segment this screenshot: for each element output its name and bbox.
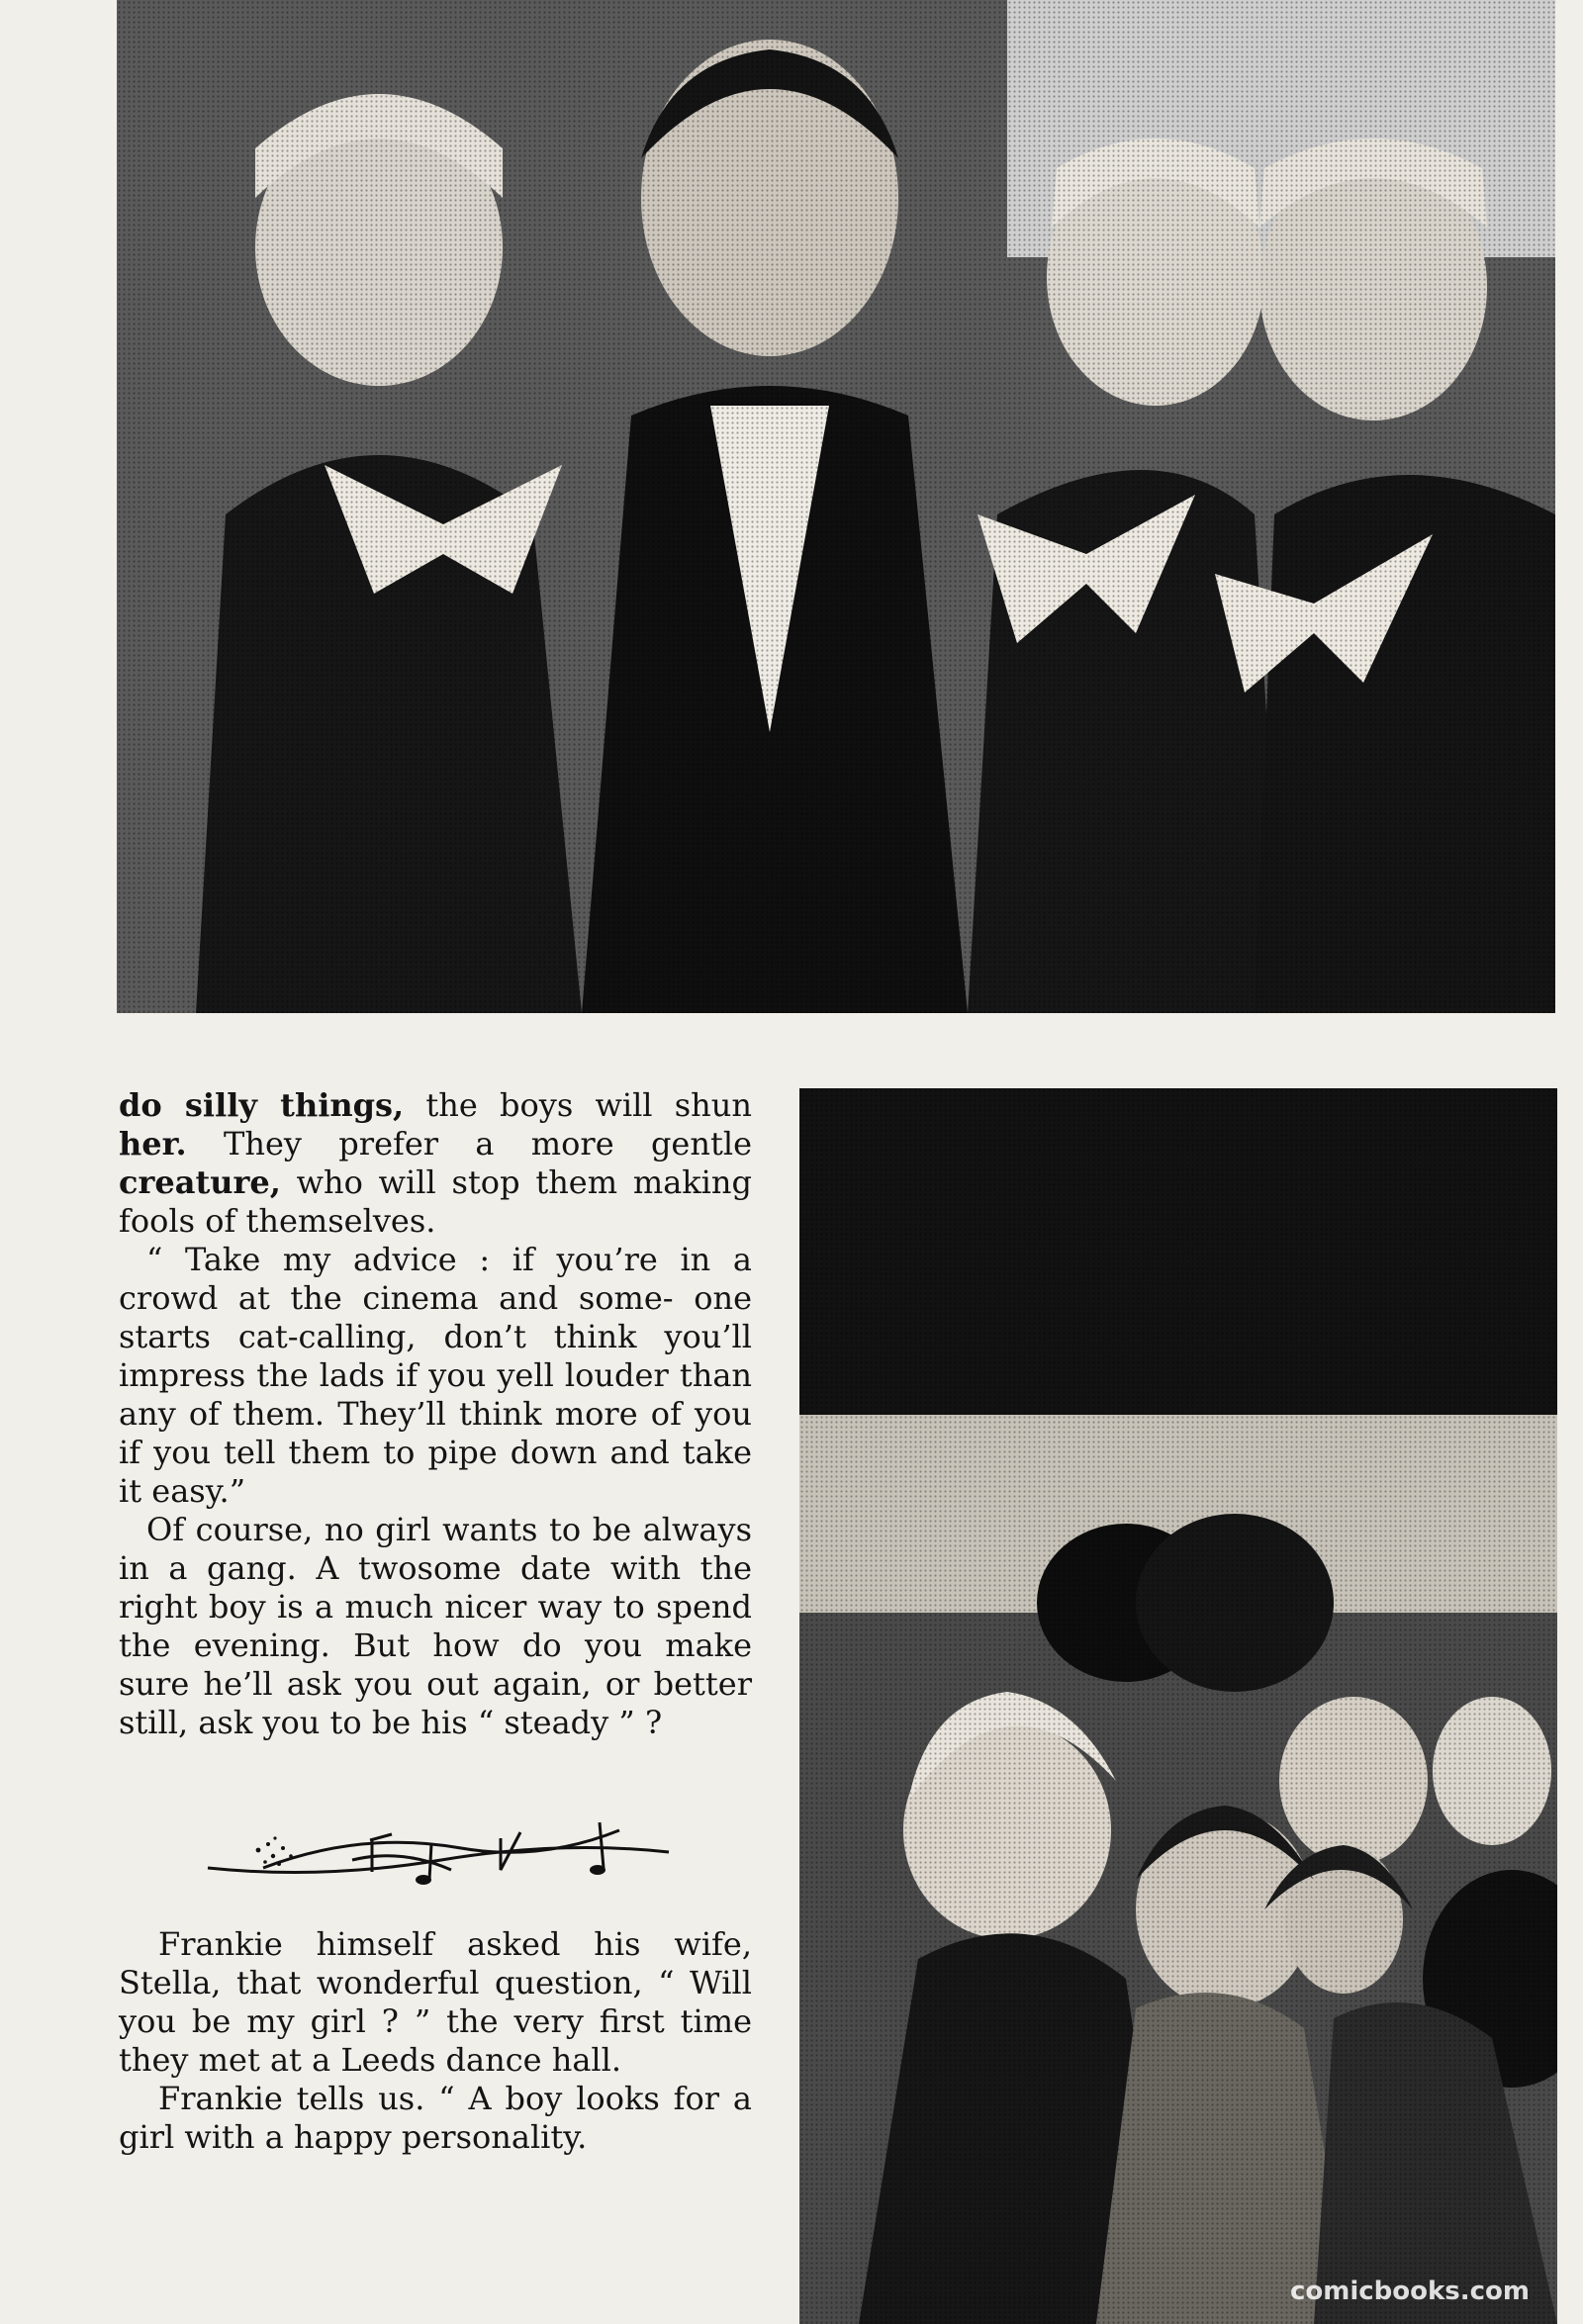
photo-bottom bbox=[799, 1088, 1557, 2324]
text-emphasis: creature, bbox=[119, 1163, 281, 1201]
group-photo-icon bbox=[117, 0, 1555, 1013]
paragraph-1 bbox=[119, 1086, 752, 1241]
girls-with-records-photo-icon bbox=[799, 1088, 1557, 2324]
article-column-continued bbox=[119, 1925, 752, 2157]
musical-notes-divider-icon bbox=[204, 1811, 683, 1900]
text-span: They prefer a more gentle bbox=[186, 1125, 752, 1162]
paragraph-4: Frankie himself asked his wife, Stella, that wonderful question, “ Will you be my girl ? ” the very first time they met at a Leeds dance hall. bbox=[119, 1925, 752, 2079]
paragraph-2: “ Take my advice : if you’re in a crowd at the cinema and some- one starts cat-calling, don’t think you’ll impress the lads if you yell louder than any of them. They’ll think more of you if you tell them to pipe down and take it easy.” bbox=[119, 1241, 752, 1510]
watermark: comicbooks.com bbox=[1289, 2277, 1530, 2306]
paragraph-3: Of course, no girl wants to be always in a gang. A twosome date with the right boy is a much nicer way to spend the evening. But how do you make sure he’ll ask you out again, or better still, ask you to be his “ steady ” ? bbox=[119, 1511, 752, 1741]
text-span: the boys will shun bbox=[404, 1086, 752, 1124]
photo-top bbox=[117, 0, 1555, 1013]
text-emphasis: her. bbox=[119, 1125, 187, 1162]
article-column bbox=[119, 1086, 752, 1742]
paragraph-5: Frankie tells us. “ A boy looks for a girl with a happy personality. bbox=[119, 2080, 752, 2156]
text-emphasis: do silly things, bbox=[119, 1086, 405, 1124]
text-span: who will stop them making fools of themselves. bbox=[119, 1163, 752, 1240]
